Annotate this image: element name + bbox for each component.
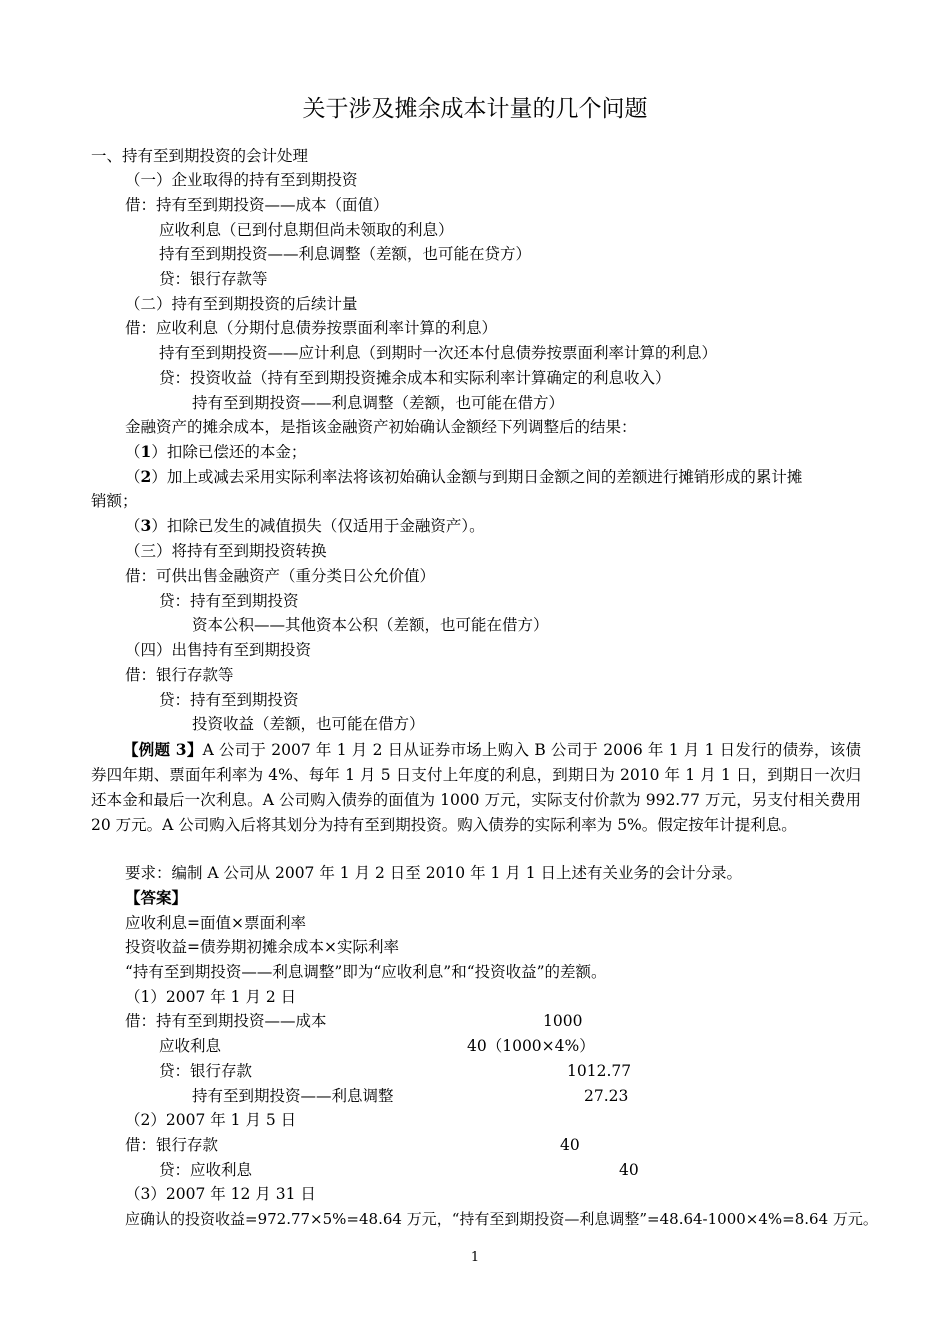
entry-amount: 40 (619, 1161, 639, 1179)
subsection-heading: （一）企业取得的持有至到期投资 (125, 171, 358, 189)
page-number: 1 (470, 1250, 480, 1265)
list-item: （3）扣除已发生的减值损失（仅适用于金融资产）。 (125, 516, 485, 535)
entry-amount: 1012.77 (567, 1062, 632, 1080)
entry-line: 资本公积——其他资本公积（差额，也可能在借方） (192, 616, 549, 634)
entry-line: 应收利息（已到付息期但尚未领取的利息） (159, 221, 454, 239)
list-text: 扣除已发生的减值损失（仅适用于金融资产）。 (166, 517, 485, 535)
list-text: 扣除已偿还的本金； (166, 443, 307, 461)
section-heading: 一、持有至到期投资的会计处理 (91, 147, 309, 165)
entry-line: 贷：持有至到期投资 (159, 592, 299, 610)
entry-amount: 27.23 (584, 1087, 629, 1105)
list-text: 加上或减去采用实际利率法将该初始确认金额与到期日金额之间的差额进行摊销形成的累计摊 (166, 468, 803, 486)
formula-line: “持有至到期投资——利息调整”即为“应收利息”和“投资收益”的差额。 (125, 963, 607, 981)
entry-line: 持有至到期投资——利息调整（差额，也可能在借方） (192, 394, 565, 412)
subsection-heading: （四）出售持有至到期投资 (125, 641, 312, 659)
entry-line: 借：可供出售金融资产（重分类日公允价值） (125, 567, 436, 585)
entry-amount: 40（1000×4%） (467, 1037, 595, 1055)
answer-label-text: 【答案】 (125, 888, 188, 907)
entry-line: 借：持有至到期投资——成本 (125, 1012, 327, 1030)
entry-line: 贷：投资收益（持有至到期投资摊余成本和实际利率计算确定的利息收入） (159, 369, 671, 387)
formula-line: 应收利息=面值×票面利率 (125, 914, 306, 932)
entry-line: 持有至到期投资——应计利息（到期时一次还本付息债券按票面利率计算的利息） (159, 344, 718, 362)
entry-date: （1）2007 年 1 月 2 日 (125, 988, 297, 1006)
entry-amount: 1000 (543, 1012, 583, 1030)
subsection-heading: （二）持有至到期投资的后续计量 (125, 295, 358, 313)
entry-line: 贷：应收利息 (159, 1161, 253, 1179)
entry-date: （2）2007 年 1 月 5 日 (125, 1111, 297, 1129)
subsection-heading: （三）将持有至到期投资转换 (125, 542, 327, 560)
calculation-text: 应确认的投资收益=972.77×5%=48.64 万元，“持有至到期投资—利息调整”=48.64-1000×4%=8.64 万元。 (125, 1210, 878, 1228)
entry-line: 借：银行存款等 (125, 666, 234, 684)
entry-line: 投资收益（差额，也可能在借方） (192, 715, 425, 733)
list-item: （2）加上或减去采用实际利率法将该初始确认金额与到期日金额之间的差额进行摊销形成的累计摊 (125, 467, 803, 486)
entry-date: （3）2007 年 12 月 31 日 (125, 1185, 316, 1203)
entry-line: 持有至到期投资——利息调整 (192, 1087, 394, 1105)
entry-line: 贷：银行存款等 (159, 270, 268, 288)
list-item-continuation: 销额； (91, 492, 138, 510)
formula-line: 投资收益=债券期初摊余成本×实际利率 (125, 938, 399, 956)
entry-line: 借：应收利息（分期付息债券按票面利率计算的利息） (125, 319, 498, 337)
answer-label (125, 888, 187, 908)
document-title: 关于涉及摊余成本计量的几个问题 (302, 96, 648, 122)
entry-line: 贷：银行存款 (159, 1062, 253, 1080)
entry-line: 借：持有至到期投资——成本（面值） (125, 196, 389, 214)
definition-text: 金融资产的摊余成本，是指该金融资产初始确认金额经下列调整后的结果： (125, 418, 637, 436)
entry-line: 持有至到期投资——利息调整（差额，也可能在贷方） (159, 245, 532, 263)
list-item: （1）扣除已偿还的本金； (125, 442, 307, 461)
example-paragraph (91, 737, 861, 838)
entry-line: 应收利息 (159, 1037, 222, 1055)
entry-amount: 40 (560, 1136, 580, 1154)
list-number: 1 (140, 442, 152, 461)
example-label: 【例题 3】 (123, 740, 203, 759)
list-number: 2 (140, 467, 152, 486)
entry-line: 借：银行存款 (125, 1136, 219, 1154)
requirement-text: 要求：编制 A 公司从 2007 年 1 月 2 日至 2010 年 1 月 1 日上述有关业务的会计分录。 (125, 864, 743, 882)
example-text: A 公司于 2007 年 1 月 2 日从证券市场上购入 B 公司于 2006 年 1 月 1 日发行的债券，该债券四年期、票面年利率为 4%、每年 1 月 5 日支付上年度的利息，到期日为 2010 年 1 月 1 日，到期日一次归还本金和最后一次利息。A 公司购入债券的面值为 1000 万元，实际支付价款为 992.77 万元，另支付相关费用 20 万元。A 公司购入后将其划分为持有至到期投资。购入债券的实际利率为 5%。假定按年计提利息。 (91, 741, 861, 834)
entry-line: 贷：持有至到期投资 (159, 691, 299, 709)
list-number: 3 (140, 516, 152, 535)
